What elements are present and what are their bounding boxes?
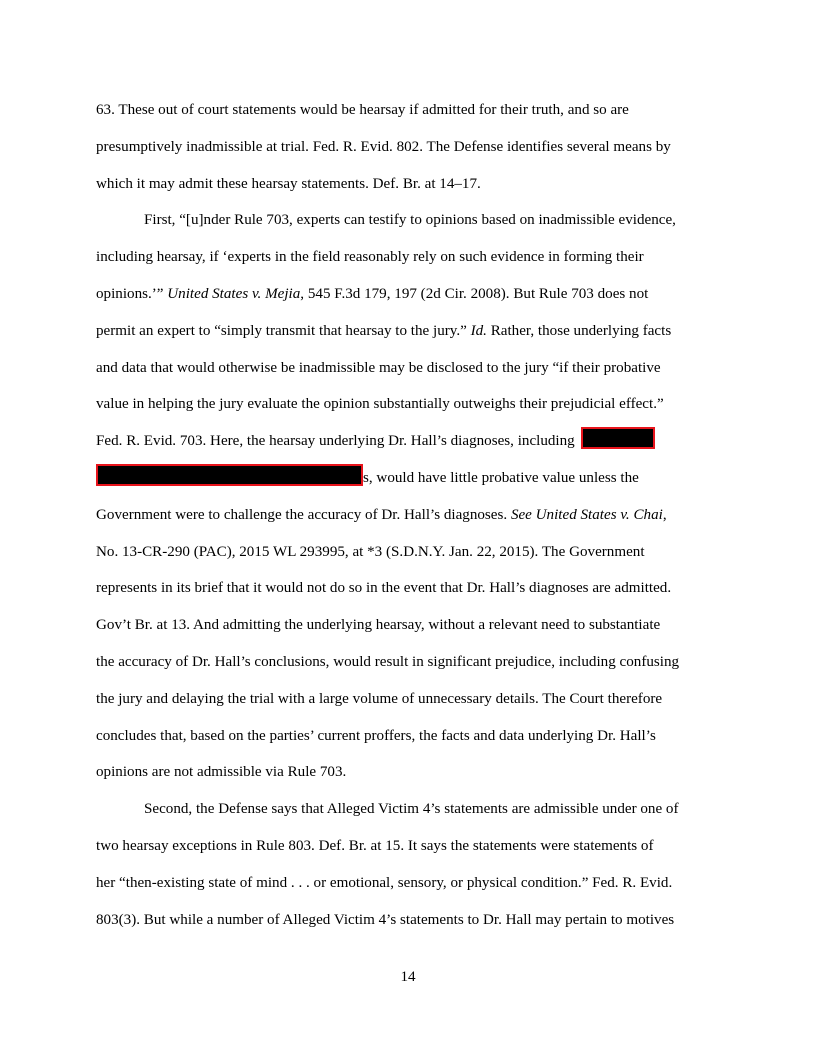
text-run: No. 13-CR-290 (PAC), 2015 WL 293995, at *3 (S.D.N.Y. Jan. 22, 2015). The Government [96, 543, 645, 560]
text-run: presumptively inadmissible at trial. Fed. R. Evid. 802. The Defense identifies several means by [96, 138, 671, 155]
text-line [96, 386, 720, 423]
document-body [96, 92, 720, 938]
text-run: permit an expert to “simply transmit that hearsay to the jury.” [96, 322, 471, 339]
text-line [96, 166, 720, 203]
text-line [96, 607, 720, 644]
text-line [96, 129, 720, 166]
citation-signal: Id. [470, 322, 487, 339]
text-run: First, “[u]nder Rule 703, experts can testify to opinions based on inadmissible evidence, [144, 212, 676, 229]
text-run: Fed. R. Evid. 703. Here, the hearsay underlying Dr. Hall’s diagnoses, including [96, 433, 579, 450]
text-line [96, 460, 720, 497]
text-line [96, 202, 720, 239]
text-line [96, 902, 720, 939]
text-run: represents in its brief that it would not do so in the event that Dr. Hall’s diagnoses are admitted. [96, 580, 672, 597]
text-run: two hearsay exceptions in Rule 803. Def. Br. at 15. It says the statements were statements of [96, 837, 654, 854]
text-run: , [662, 506, 667, 523]
text-run: Government were to challenge the accuracy of Dr. Hall’s diagnoses. [96, 506, 511, 523]
text-run: Gov’t Br. at 13. And admitting the underlying hearsay, without a relevant need to substantiate [96, 617, 661, 634]
text-run: Rather, those underlying facts [486, 322, 672, 339]
text-line [96, 865, 720, 902]
case-citation: See United States v. Chai [510, 506, 663, 523]
text-line [96, 239, 720, 276]
text-line [96, 570, 720, 607]
redaction-box [581, 427, 655, 449]
text-line [96, 791, 720, 828]
text-line [96, 754, 720, 791]
text-run: value in helping the jury evaluate the opinion substantially outweighs their prejudicial effect.” [96, 396, 664, 413]
text-run: which it may admit these hearsay statements. Def. Br. at 14–17. [96, 175, 481, 192]
text-run: and data that would otherwise be inadmissible may be disclosed to the jury “if their probative [96, 359, 661, 376]
text-run: including hearsay, if ‘experts in the field reasonably rely on such evidence in forming their [96, 249, 644, 266]
text-line [96, 313, 720, 350]
page-number: 14 [400, 969, 416, 985]
text-line [96, 534, 720, 571]
text-line [96, 681, 720, 718]
text-run: opinions are not admissible via Rule 703. [96, 764, 347, 781]
redaction-box [96, 464, 363, 486]
text-line [96, 497, 720, 534]
text-run: 803(3). But while a number of Alleged Victim 4’s statements to Dr. Hall may pertain to motives [96, 911, 675, 928]
text-line [96, 828, 720, 865]
text-line [96, 644, 720, 681]
case-citation: United States v. Mejia [167, 285, 301, 302]
text-run: concludes that, based on the parties’ current proffers, the facts and data underlying Dr. Hall’s [96, 727, 656, 744]
text-line [96, 276, 720, 313]
text-run: her “then-existing state of mind . . . or emotional, sensory, or physical condition.” Fed. R. Evid. [96, 874, 673, 891]
text-line [96, 350, 720, 387]
text-run: , 545 F.3d 179, 197 (2d Cir. 2008). But Rule 703 does not [300, 285, 649, 302]
text-run: opinions.’” [96, 285, 168, 302]
text-run: the jury and delaying the trial with a large volume of unnecessary details. The Court therefore [96, 690, 663, 707]
text-line [96, 423, 720, 460]
text-line [96, 718, 720, 755]
text-run: the accuracy of Dr. Hall’s conclusions, would result in significant prejudice, including confusing [96, 653, 680, 670]
text-line [96, 92, 720, 129]
text-run: 63. These out of court statements would be hearsay if admitted for their truth, and so are [96, 102, 629, 118]
text-run: s, would have little probative value unless the [363, 469, 639, 486]
text-run: Second, the Defense says that Alleged Victim 4’s statements are admissible under one of [144, 801, 679, 818]
